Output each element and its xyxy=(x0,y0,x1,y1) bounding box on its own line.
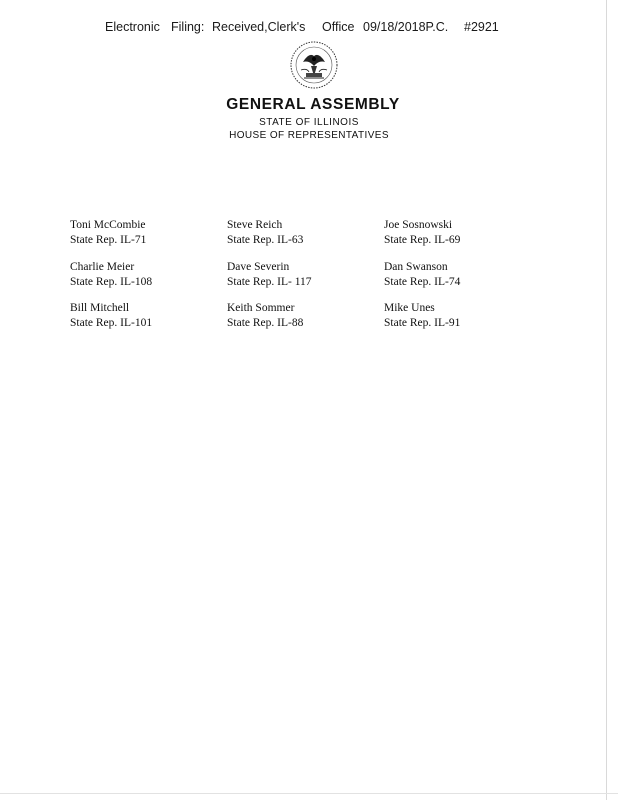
signatory-title: State Rep. IL-88 xyxy=(227,316,304,329)
signatory-name: Joe Sosnowski xyxy=(384,219,453,231)
signatory xyxy=(70,301,220,330)
stamp-received: Received,Clerk's xyxy=(212,20,306,34)
stamp-electronic: Electronic xyxy=(105,20,160,34)
signatory-name: Steve Reich xyxy=(227,219,283,231)
signatory-name: Dan Swanson xyxy=(384,261,448,273)
signatory-title: State Rep. IL-71 xyxy=(70,233,147,246)
signatory xyxy=(384,260,534,289)
signatory-name: Keith Sommer xyxy=(227,302,295,314)
signatory-name: Dave Severin xyxy=(227,261,290,273)
signatory-title: State Rep. IL- 117 xyxy=(227,275,312,288)
signatory xyxy=(70,260,220,289)
signatory-title: State Rep. IL-69 xyxy=(384,233,461,246)
state-seal-icon xyxy=(289,40,339,90)
letterhead-title: GENERAL ASSEMBLY xyxy=(226,96,400,113)
signatory-title: State Rep. IL-74 xyxy=(384,275,461,288)
scan-edge-right xyxy=(606,0,607,800)
signatory xyxy=(227,301,377,330)
signatory xyxy=(227,260,377,289)
signatory xyxy=(384,301,534,330)
signatory-name: Mike Unes xyxy=(384,302,435,314)
signatory-title: State Rep. IL-91 xyxy=(384,316,461,329)
letterhead xyxy=(0,96,618,141)
stamp-filing: Filing: xyxy=(171,20,205,34)
signatory xyxy=(384,218,534,247)
stamp-date: 09/18/2018P.C. xyxy=(363,20,449,34)
signatory-title: State Rep. IL-101 xyxy=(70,316,153,329)
stamp-number: #2921 xyxy=(464,20,499,34)
stamp-office: Office xyxy=(322,20,355,34)
signatory-name: Charlie Meier xyxy=(70,261,135,273)
signatory-title: State Rep. IL-108 xyxy=(70,275,153,288)
scan-edge-bottom xyxy=(0,793,618,794)
letterhead-state: STATE OF ILLINOIS xyxy=(259,117,359,128)
signatory-title: State Rep. IL-63 xyxy=(227,233,304,246)
letterhead-chamber: HOUSE OF REPRESENTATIVES xyxy=(229,130,389,141)
signatory xyxy=(227,218,377,247)
signatory-name: Bill Mitchell xyxy=(70,302,130,314)
filing-stamp xyxy=(0,20,618,38)
signatory xyxy=(70,218,220,247)
signatory-name: Toni McCombie xyxy=(70,219,146,231)
